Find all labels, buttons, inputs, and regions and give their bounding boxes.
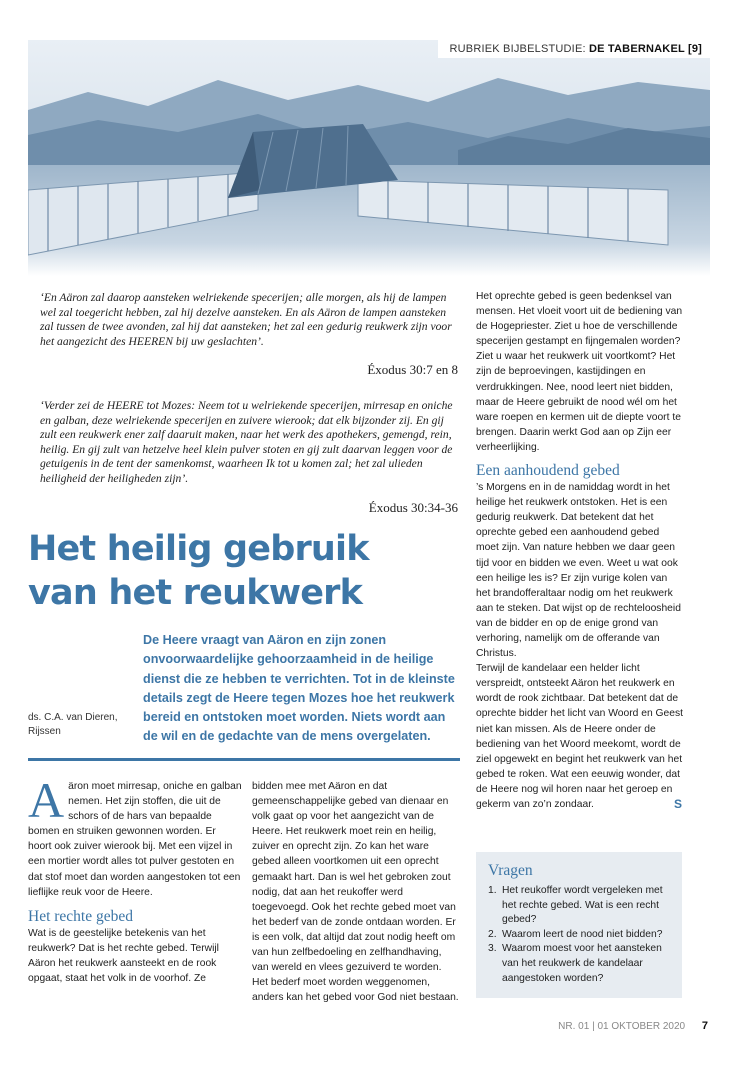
drop-cap: A (28, 772, 65, 828)
paragraph: ’s Morgens en in de namiddag wordt in het heilige het reukwerk ontstoken. Het is een gedurig reukwerk. Dat betekent dat het oprechte gebed een aanhoudend gebed moet zijn. Van nature hebben we daar geen tijd voor en bidden we even. Weet u wat ook een heilige les is? Er zijn vurige kolen van het brandofferaltaar nodig om het reukwerk aan te steken. Dat wijst op de rechteloosheid van de bidder en op de enige grond van verhoring, namelijk om de offerande van Christus. (476, 482, 681, 660)
paragraph: Wat is de geestelijke betekenis van het reukwerk? Dat is het rechte gebed. Terwijl Aäron het reukwerk aansteekt en de rook opgaat, staat het volk in de voorhof. Ze (28, 927, 219, 985)
rubric-label (438, 40, 711, 58)
questions-box (476, 852, 682, 998)
paragraph: bidden mee met Aäron en dat gemeenschappelijke gebed van dienaar en volk gaat op voor het aangezicht van de Heere. Het reukwerk moet rein en heilig, zuiver en oprecht zijn. Zo kan het ware gebed alleen voortkomen uit een oprecht gemaakt hart. Dan is wel het gebroken zout nodig, dat aan het reukoffer werd toegevoegd. Ook het rechte gebed moet van het bederf van de zonde ontdaan worden. Er is een volk, dat altijd dat zout nodig heeft om van hun zelfbedoeling en zelfhandhaving, van wereld en vlees gezuiverd te worden. Het bederf moet worden weggenomen, anders kan het gebed voor God niet bestaan. (252, 781, 459, 1004)
title-line-2: van het reukwerk (28, 573, 363, 613)
author-place: Rijssen (28, 726, 61, 737)
hero-image (28, 40, 710, 276)
question-item (488, 884, 670, 928)
author-byline (28, 711, 117, 739)
body-column-1 (28, 772, 242, 986)
body-column-2 (252, 779, 460, 1005)
article-lead: De Heere vraagt van Aäron en zijn zonen onvoorwaardelijke gehoorzaamheid in de heilige dienst die ze hebben te verrichten. Tot in de kleinste details zegt de Heere tegen Mozes hoe het reukwerk bereid en ontstoken moet worden. Niets wordt aan de wil en de gedachte van de mens overgelaten. (143, 633, 455, 744)
bible-quote-2: ‘Verder zei de HEERE tot Mozes: Neem tot u welriekende specerijen, mirresap en oniche en galban, deze welriekende specerijen en zuivere wierook; dat elk bijzonder zij. En gij zult een reukwerk ener zalf daaruit maken, naar het werk des apothekers, gemengd, rein, heilig. En gij zult van hetzelve heel klein pulver stoten en gij zult daarvan leggen voor de getuigenis in de tent der samenkomst, waarheen Ik tot u komen zal; het zal ulieden heiligheid der heiligheden zijn’. (40, 399, 453, 485)
body-column-3 (476, 289, 684, 812)
page-footer (558, 1020, 708, 1032)
end-mark-icon: S (673, 797, 682, 811)
tabernacle-illustration (28, 40, 710, 276)
bible-reference-2: Éxodus 30:34-36 (368, 500, 458, 515)
title-line-1: Het heilig gebruik (28, 529, 369, 569)
rubric-prefix: RUBRIEK BIJBELSTUDIE: (449, 43, 586, 55)
question-item (488, 942, 670, 986)
paragraph: Het oprechte gebed is geen bedenksel van mensen. Het vloeit voort uit de bediening van de Hogepriester. Ziet u hoe de verschillende specerijen gestampt en fijngemalen worden? Ziet u waar het reukwerk uit voortkomt? Het zijn de beproevingen, kastijdingen en verdrukkingen. Nee, nood leert niet bidden, maar de Heere gebruikt de nood wél om het ware roepen en kermen uit de diepte voort te brengen. Daarin werkt God aan op Zijn eer verheerlijking. (476, 291, 683, 453)
question-number: 3. (488, 943, 497, 955)
question-text: Het reukoffer wordt vergeleken met het rechte gebed. Wat is een recht gebed? (502, 885, 663, 926)
question-number: 2. (488, 928, 497, 940)
subheading-rechte-gebed: Het rechte gebed (28, 907, 133, 925)
paragraph-text: Terwijl de kandelaar een helder licht verspreidt, ontsteekt Aäron het reukwerk en wordt de rook zichtbaar. Dat betekent dat de oprechte bidder het licht van Woord en Geest niet kan missen. Als de Heere onder de bediening van het Woord meekomt, wordt de ziel opgewekt en begint het reukwerk van het gebed te roken. Wat een eeuwig wonder, dat de Heere nog wil horen naar het geroep en gekerm van zo’n zondaar. (476, 663, 684, 810)
author-name: ds. C.A. van Dieren, (28, 712, 118, 723)
bible-quote-1: ‘En Aäron zal daarop aansteken welriekende specerijen; alle morgen, als hij de lampen wel zal toegericht hebben, zal hij dezelve aansteken. En als Aäron de lampen aansteken zal tussen de twee avonden, zal hij dat aansteken; het zal een gedurig reukwerk zijn voor het aangezicht des HEEREN bij uw geslachten’. (40, 291, 452, 348)
bible-reference-1: Éxodus 30:7 en 8 (367, 362, 458, 377)
page-number: 7 (701, 1020, 708, 1032)
questions-list (488, 884, 670, 986)
paragraph (28, 772, 242, 900)
question-text: Waarom leert de nood niet bidden? (502, 928, 663, 940)
question-number: 1. (488, 885, 497, 896)
question-item (488, 928, 670, 943)
paragraph-text: äron moet mirresap, oniche en galban nemen. Het zijn stoffen, die uit de schors of de hars van bepaalde bomen en struiken gewonnen worden. Er hoort ook zuiver wierook bij. Met een vijzel in een mortier wordt alles tot pulver gestoten en dat stof moet dan worden aangestoken tot een lieflijke reuk voor de Heere. (28, 781, 242, 898)
article-title (28, 527, 468, 615)
paragraph (476, 661, 684, 812)
subheading-aanhoudend-gebed: Een aanhoudend gebed (476, 462, 620, 480)
questions-title: Vragen (488, 862, 533, 879)
question-text: Waarom moest voor het aansteken van het reukwerk de kandelaar aangestoken worden? (502, 943, 662, 984)
issue-info: NR. 01 | 01 OKTOBER 2020 (558, 1021, 686, 1032)
divider-rule (28, 758, 460, 761)
rubric-title: DE TABERNAKEL [9] (589, 43, 702, 55)
